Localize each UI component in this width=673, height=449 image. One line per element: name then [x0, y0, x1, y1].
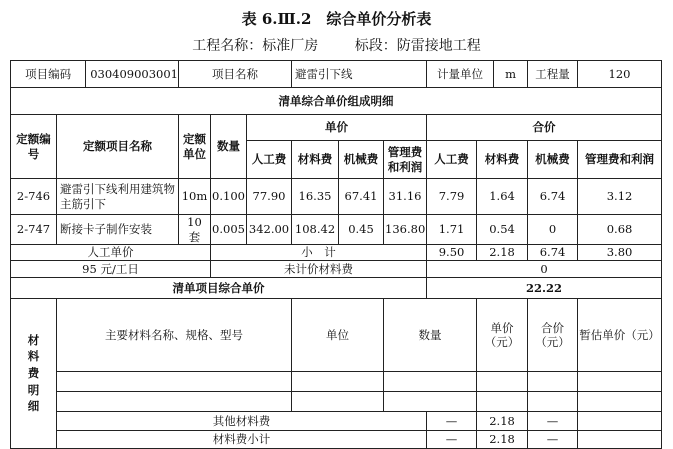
table-title: 表 6.Ⅲ.2 综合单价分析表 [241, 10, 432, 28]
col-quantity: 数量 [211, 115, 247, 179]
project-name: 工程名称：标准厂房 [192, 38, 319, 54]
col-unit-material: 材料费 [292, 141, 339, 179]
material-empty-row [11, 371, 662, 391]
row-unit-mgmt: 31.16 [384, 179, 427, 215]
row-unit-machine: 67.41 [339, 179, 384, 215]
col-total-labor: 人工费 [427, 141, 477, 179]
labor-rate: 95 元/工日 [11, 261, 211, 278]
row-name: 断接卡子制作安装 [57, 215, 179, 245]
material-col-qty: 数量 [384, 299, 477, 372]
labor-unit-label: 人工单价 [11, 245, 211, 261]
material-col-unit: 单位 [292, 299, 384, 372]
row-total-mgmt: 0.68 [578, 215, 662, 245]
subtotal-material: 2.18 [477, 245, 528, 261]
col-quota-code: 定额编号 [11, 115, 57, 179]
other-materials-total: 2.18 [477, 411, 528, 430]
row-total-mgmt: 3.12 [578, 179, 662, 215]
col-total-price: 合价 [427, 115, 662, 141]
subtotal-mgmt: 3.80 [578, 245, 662, 261]
subtotal-label: 小 计 [211, 245, 427, 261]
row-code: 2-747 [11, 215, 57, 245]
col-total-machine: 机械费 [528, 141, 578, 179]
unit-label: 计量单位 [427, 61, 494, 87]
material-detail-label [11, 299, 57, 449]
unpriced-material-value: 0 [427, 261, 662, 278]
other-materials-label: 其他材料费 [57, 411, 427, 430]
quantity-value: 120 [578, 61, 662, 88]
row-unit: 10m [179, 179, 211, 215]
material-subtotal-est-unit: — [528, 430, 578, 448]
other-materials-est-unit: — [528, 411, 578, 430]
material-col-total: 合价（元） [528, 299, 578, 372]
row-total-labor: 7.79 [427, 179, 477, 215]
col-total-material: 材料费 [477, 141, 528, 179]
info-row [11, 61, 662, 88]
other-materials-unit-price: — [427, 411, 477, 430]
table-subtitle [0, 35, 673, 55]
subtotal-machine: 6.74 [528, 245, 578, 261]
row-total-labor: 1.71 [427, 215, 477, 245]
row-total-machine: 0 [528, 215, 578, 245]
row-unit-mgmt: 136.80 [384, 215, 427, 245]
subtotal-labor: 9.50 [427, 245, 477, 261]
unit-value: m [505, 66, 516, 81]
material-subtotal-total: 2.18 [477, 430, 528, 448]
material-detail-text: 材料费明细 [27, 332, 40, 414]
item-name-label: 项目名称 [179, 61, 292, 88]
material-col-name: 主要材料名称、规格、型号 [57, 299, 292, 372]
detail-header: 清单综合单价组成明细 [11, 88, 662, 115]
row-unit-labor: 77.90 [247, 179, 292, 215]
material-col-est-unit: 暂估单价（元） [578, 299, 662, 372]
row-unit-material: 16.35 [292, 179, 339, 215]
row-unit-labor: 342.00 [247, 215, 292, 245]
row-qty: 0.100 [211, 179, 247, 215]
col-unit-machine: 机械费 [339, 141, 384, 179]
material-subtotal-unit-price: — [427, 430, 477, 448]
col-unit-labor: 人工费 [247, 141, 292, 179]
col-total-mgmt: 管理费和利润 [578, 141, 662, 179]
item-code-value: 030409003001 [90, 66, 178, 81]
material-empty-row [11, 391, 662, 411]
row-total-material: 1.64 [477, 179, 528, 215]
item-code-label: 项目编码 [11, 61, 86, 87]
row-total-machine: 6.74 [528, 179, 578, 215]
row-unit-material: 108.42 [292, 215, 339, 245]
row-code: 2-746 [11, 179, 57, 215]
price-analysis-table [10, 60, 662, 449]
item-name-value: 避雷引下线 [292, 61, 427, 88]
table-row [11, 215, 662, 245]
row-name: 避雷引下线利用建筑物主筋引下 [57, 179, 179, 215]
row-qty: 0.005 [211, 215, 247, 245]
col-quota-name: 定额项目名称 [57, 115, 179, 179]
col-quota-unit: 定额单位 [179, 115, 211, 179]
section-name: 标段：防雷接地工程 [354, 38, 481, 54]
col-unit-price: 单价 [247, 115, 427, 141]
composite-price-value: 22.22 [427, 278, 662, 299]
col-unit-mgmt: 管理费和利润 [384, 141, 427, 179]
material-col-unit-price: 单价（元） [477, 299, 528, 372]
unpriced-material-label: 未计价材料费 [211, 261, 427, 278]
quantity-label: 工程量 [528, 61, 578, 88]
row-total-material: 0.54 [477, 215, 528, 245]
material-subtotal-label: 材料费小计 [57, 430, 427, 448]
row-unit: 10 套 [179, 215, 211, 245]
table-row [11, 179, 662, 215]
row-unit-machine: 0.45 [339, 215, 384, 245]
composite-price-label: 清单项目综合单价 [11, 278, 427, 299]
